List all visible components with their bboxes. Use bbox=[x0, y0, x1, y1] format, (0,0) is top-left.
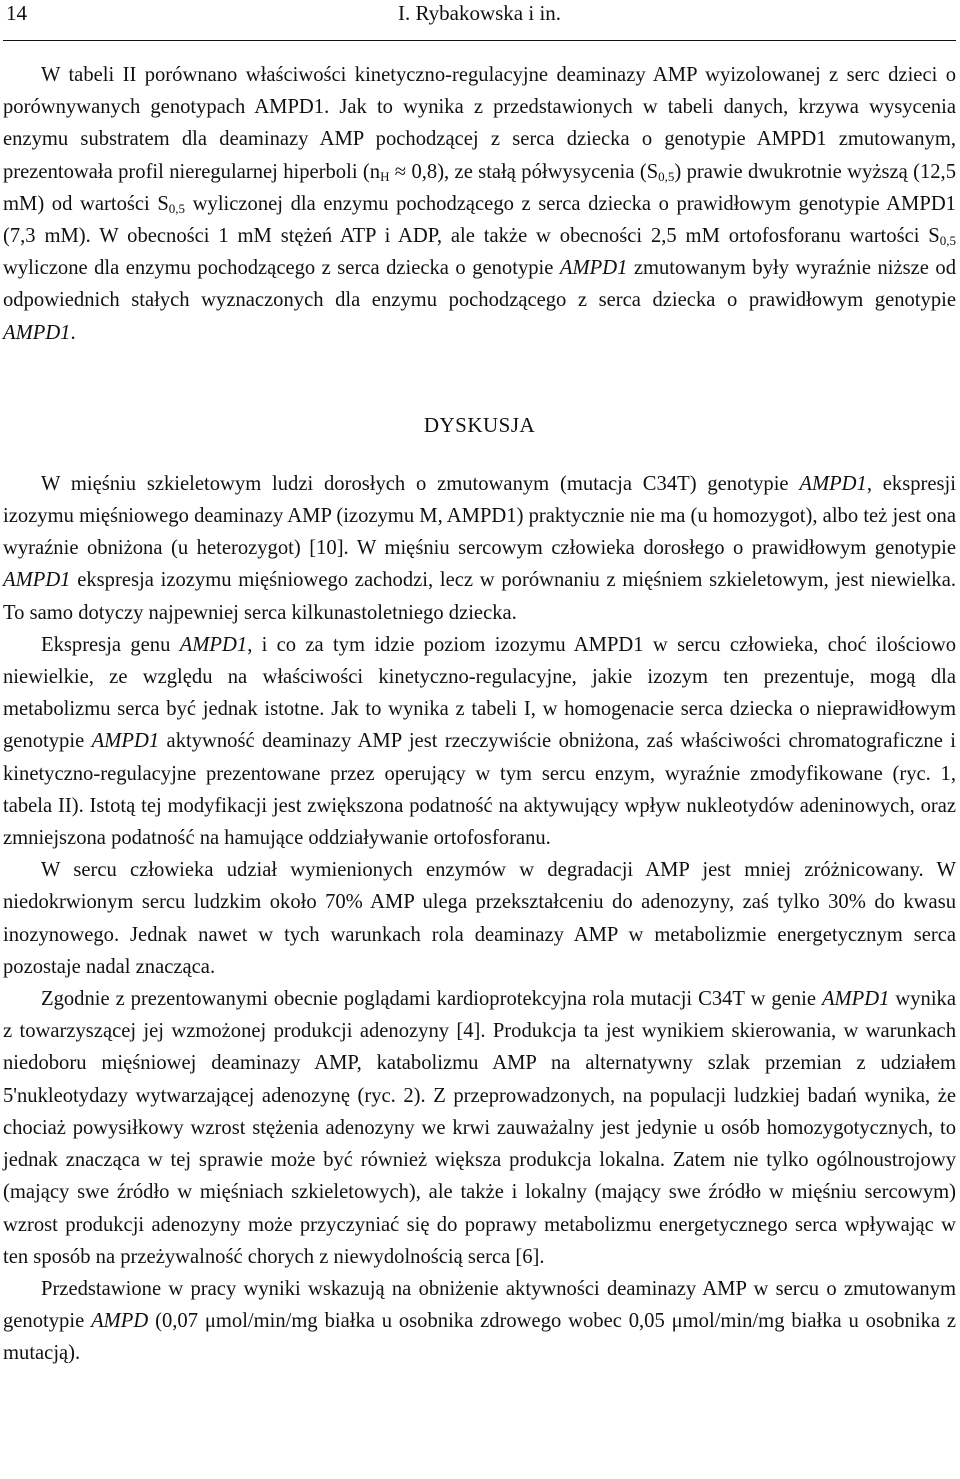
paragraph-discussion-3: W sercu człowieka udział wymienionych enzymów w degradacji AMP jest mniej zróżnicowany. W niedokrwionym sercu ludzkim około 70% AMP ulega przekształceniu do adenozyny, zaś tylko 30% do kwasu inozynowego. Jednak nawet w tych warunkach rola deaminazy AMP w metabolizmie energetycznym serca pozostaje nadal znacząca. bbox=[3, 859, 956, 978]
paragraph-discussion-4: Zgodnie z prezentowanymi obecnie poglądami kardioprotekcyjna rola mutacji C34T w genie AMPD1 wynika z towarzyszącej jej wzmożonej produkcji adenozyny [4]. Produkcja ta jest wynikiem skierowania, w warunkach niedoboru mięśniowej deaminazy AMP, katabolizmu AMP na alternatywny szlak przemian z udziałem 5'nukleotydazy wytwarzającej adenozynę (ryc. 2). Z przeprowadzonych, na populacji ludzkiej badań wynika, że chociaż powysiłkowy wzrost stężenia adenozyny we krwi zauważalny jest jedynie u osób homozygotycznych, to jednak znacząca w tej sprawie może być również większa produkcja lokalna. Zatem nie tylko ogólnoustrojowy (mający swe źródło w mięśniach szkieletowych), ale także i lokalny (mający swe źródło w mięśniu sercowym) wzrost produkcji adenozyny może przyczyniać się do poprawy metabolizmu energetycznego serca wpływając w ten sposób na przeżywalność chorych z niewydolnością serca [6]. bbox=[3, 988, 956, 1268]
running-title: I. Rybakowska i in. bbox=[397, 1, 562, 25]
page-number: 14 bbox=[6, 1, 27, 25]
page-header bbox=[3, 0, 956, 41]
page bbox=[3, 0, 956, 1370]
section-heading: DYSKUSJA bbox=[423, 412, 536, 437]
paragraph-discussion-2: Ekspresja genu AMPD1, i co za tym idzie poziom izozymu AMPD1 w sercu człowieka, choć ilościowo niewielkie, ze względu na właściwości kinetyczno-regulacyjne, jakie izozym ten prezentuje, mogą dla metabolizmu serca być jednak istotne. Jak to wynika z tabeli I, w homogenacie serca dziecka o nieprawidłowym genotypie AMPD1 aktywność deaminazy AMP jest rzeczywiście obniżona, zaś właściwości chromatograficzne i kinetyczno-regulacyjne prezentowane przez operujący w tym sercu enzym, wyraźnie zmodyfikowane (ryc. 1, tabela II). Istotą tej modyfikacji jest zwiększona podatność na aktywujący wpływ nukleotydów adeninowych, oraz zmniejszona podatność na hamujące oddziaływanie ortofosforanu. bbox=[3, 633, 957, 850]
paragraph-results: W tabeli II porównano właściwości kinetyczno-regulacyjne deaminazy AMP wyizolowanej z serc dzieci o porównywanych genotypach AMPD1. Jak to wynika z przedstawionych w tabeli danych, krzywa wysycenia enzymu substratem dla deaminazy AMP pochodzącej z serca dziecka o genotypie AMPD1 zmutowanym, prezentowała profil nieregularnej hiperboli $(n_H \approx 0,8)$, ze stałą półwysycenia $(S_{0,5})$ prawie dwukrotnie wyższą (12,5 mM) od wartości $S_{0,5}$ wyliczonej dla enzymu pochodzącego z serca dziecka o prawidłowym genotypie AMPD1 (7,3 mM). W obecności 1 mM stężeń ATP i ADP, ale także w obecności 2,5 mM ortofosforanu wartości $S_{0,5}$ wyliczone dla enzymu pochodzącego z serca dziecka o genotypie AMPD1 zmutowanym były wyraźnie niższe od odpowiednich stałych wyznaczonych dla enzymu pochodzącego z serca dziecka o prawidłowym genotypie AMPD1. bbox=[3, 64, 957, 344]
paragraph-discussion-1: W mięśniu szkieletowym ludzi dorosłych o zmutowanym (mutacja C34T) genotypie AMPD1, ekspresji izozymu mięśniowego deaminazy AMP (izozymu M, AMPD1) praktycznie nie ma (u homozygot), albo też jest ona wyraźnie obniżona (u heterozygot) [10]. W mięśniu sercowym człowieka dorosłego o prawidłowym genotypie AMPD1 ekspresja izozymu mięśniowego zachodzi, lecz w porównaniu z mięśniem szkieletowym, jest niewielka. To samo dotyczy najpewniej serca kilkunastoletniego dziecka. bbox=[3, 472, 956, 624]
paragraph-discussion-5: Przedstawione w pracy wyniki wskazują na obniżenie aktywności deaminazy AMP w sercu o zmutowanym genotypie AMPD (0,07 μmol/min/mg białka u osobnika zdrowego wobec 0,05 μmol/min/mg białka u osobnika z mutacją). bbox=[3, 1277, 956, 1365]
